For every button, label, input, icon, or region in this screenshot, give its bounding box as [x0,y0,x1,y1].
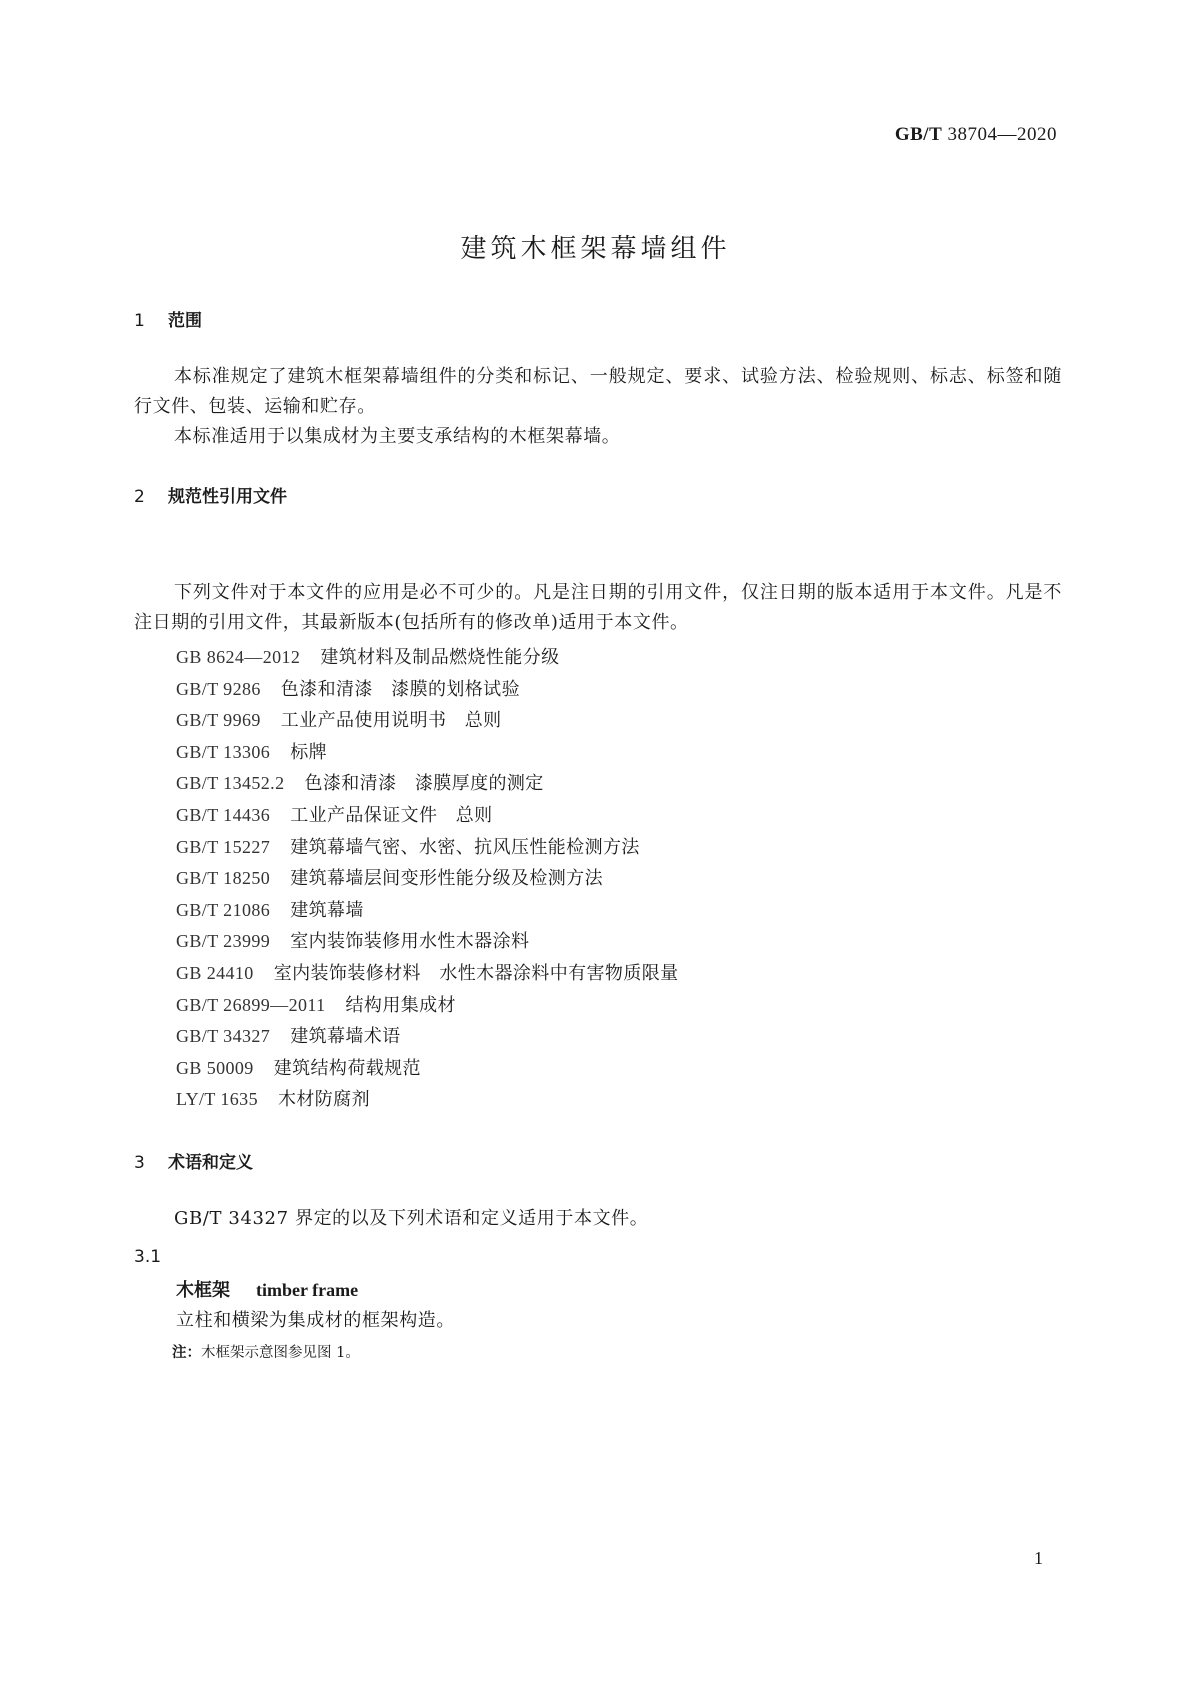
reference-list [176,642,679,1116]
term-heading [176,1276,358,1302]
note-text: 木框架示意图参见图 1。 [201,1345,360,1361]
reference-name: 建筑幕墙 [290,899,364,921]
reference-name: 木材防腐剂 [277,1089,370,1111]
reference-item [176,1053,679,1085]
reference-item [176,990,679,1022]
page-number: 1 [1034,1548,1043,1568]
reference-name: 工业产品使用说明书 总则 [280,710,502,732]
reference-name: 建筑幕墙层间变形性能分级及检测方法 [290,868,603,890]
section-title: 术语和定义 [168,1153,253,1173]
reference-code: GB/T 9286 [176,678,261,699]
reference-code: GB/T 13306 [176,741,271,762]
reference-code: GB 24410 [176,962,254,983]
document-title: 建筑木框架幕墙组件 [460,234,731,264]
section-1-heading [134,306,202,331]
reference-name: 室内装饰装修用水性木器涂料 [290,931,530,953]
standard-code: 38704—2020 [947,124,1057,145]
reference-item [176,674,679,706]
term-number: 3.1 [134,1247,162,1267]
reference-code: GB/T 13452.2 [176,773,285,794]
reference-code: GB/T 34327 [176,1026,271,1047]
terms-intro: GB/T 34327 界定的以及下列术语和定义适用于本文件。 [174,1208,649,1229]
standard-prefix: GB/T [894,124,943,145]
term-definition: 立柱和横梁为集成材的框架构造。 [176,1310,455,1331]
reference-name: 建筑幕墙气密、水密、抗风压性能检测方法 [290,836,640,858]
reference-item [176,1084,679,1116]
section-2-heading [134,482,287,507]
reference-item [176,1021,679,1053]
note-label: 注： [172,1345,201,1361]
reference-code: GB/T 26899—2011 [176,994,326,1015]
reference-name: 工业产品保证文件 总则 [290,804,493,826]
reference-code: GB/T 21086 [176,899,271,920]
reference-name: 室内装饰装修材料 水性木器涂料中有害物质限量 [273,962,679,984]
reference-item [176,895,679,927]
section-title: 范围 [168,311,202,331]
reference-code: GB/T 9969 [176,710,261,731]
term-note [172,1341,360,1362]
reference-code: GB/T 15227 [176,836,271,857]
reference-code: GB 50009 [176,1057,254,1078]
section-number: 3 [134,1153,145,1173]
reference-item [176,832,679,864]
reference-name: 结构用集成材 [345,994,456,1016]
term-chinese: 木框架 [176,1280,230,1301]
reference-code: LY/T 1635 [176,1089,258,1110]
references-intro: 下列文件对于本文件的应用是必不可少的。凡是注日期的引用文件，仅注日期的版本适用于本文件。凡是不注日期的引用文件，其最新版本(包括所有的修改单)适用于本文件。 [134,582,1062,633]
reference-code: GB/T 18250 [176,868,271,889]
term-english: timber frame [256,1280,359,1300]
reference-name: 标牌 [290,741,327,763]
reference-item [176,926,679,958]
reference-item [176,642,679,674]
scope-paragraph-1: 本标准规定了建筑木框架幕墙组件的分类和标记、一般规定、要求、试验方法、检验规则、标志、标签和随行文件、包装、运输和贮存。 [134,366,1062,417]
standard-number [895,124,1057,146]
reference-name: 建筑材料及制品燃烧性能分级 [320,647,560,668]
section-number: 2 [134,487,145,507]
reference-item [176,863,679,895]
section-number: 1 [134,311,145,331]
reference-name: 建筑结构荷载规范 [273,1057,421,1079]
reference-name: 色漆和清漆 漆膜厚度的测定 [304,773,544,795]
reference-name: 色漆和清漆 漆膜的划格试验 [280,678,520,700]
scope-paragraph-2: 本标准适用于以集成材为主要支承结构的木框架幕墙。 [174,426,621,447]
section-title: 规范性引用文件 [168,487,287,507]
reference-code: GB/T 14436 [176,804,271,825]
section-3-heading [134,1148,253,1173]
reference-item [176,768,679,800]
reference-code: GB/T 23999 [176,931,271,952]
reference-item [176,800,679,832]
reference-item [176,737,679,769]
reference-name: 建筑幕墙术语 [290,1026,401,1048]
reference-item [176,705,679,737]
reference-item [176,958,679,990]
reference-code: GB 8624—2012 [176,647,301,667]
